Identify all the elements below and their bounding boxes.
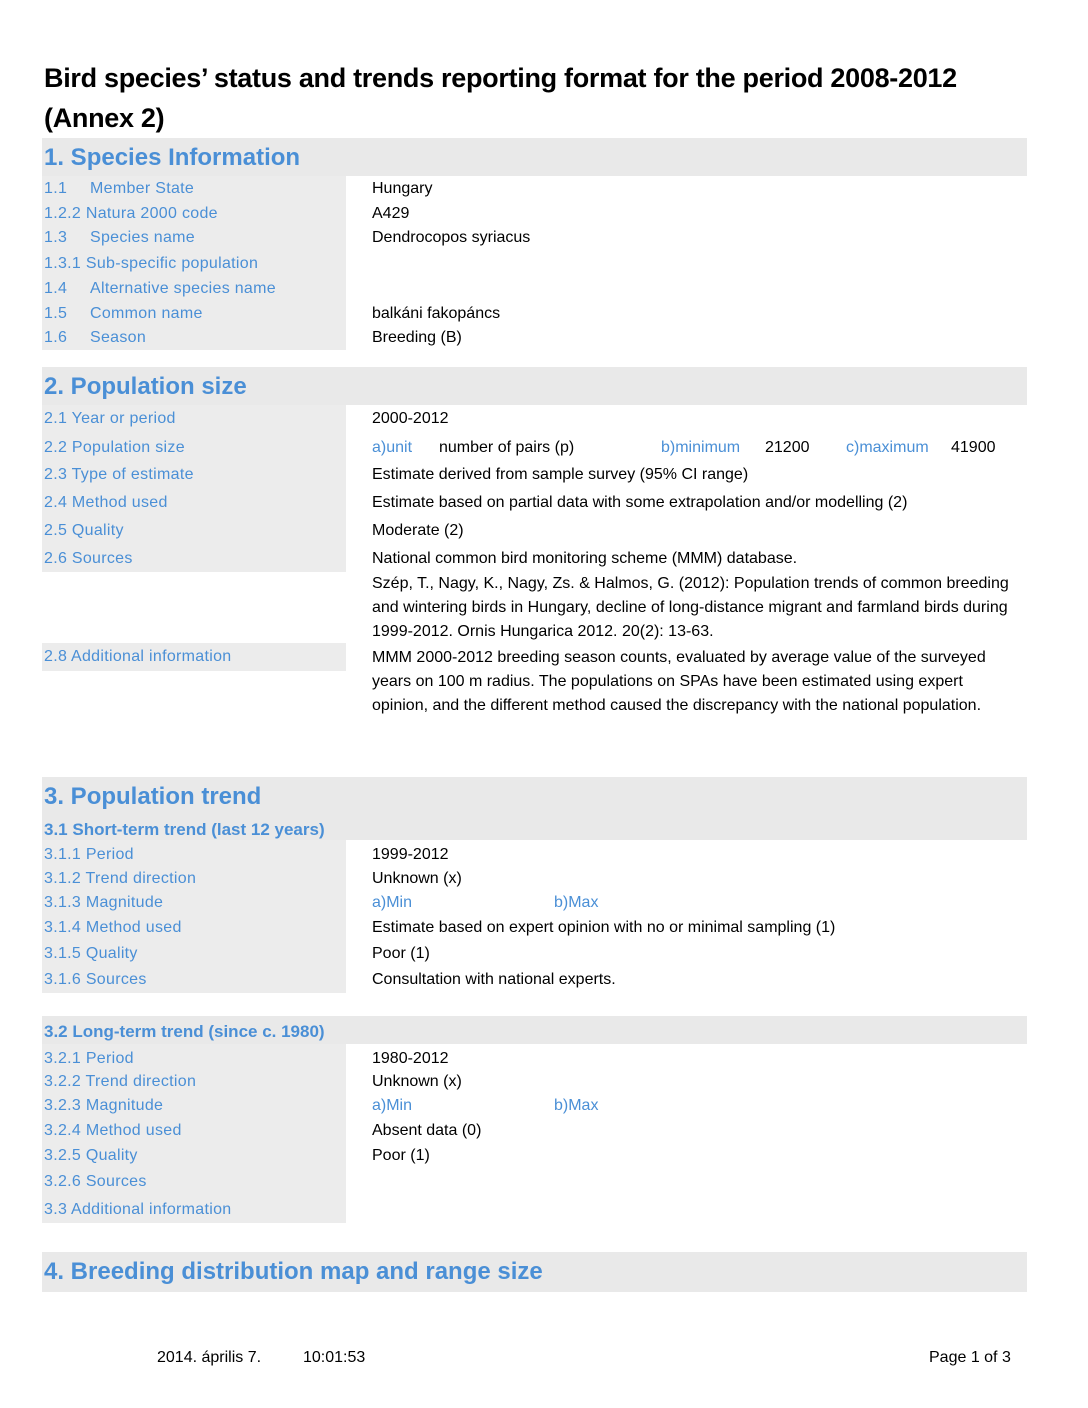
short-quality-label: 3.1.5 Quality (44, 945, 138, 962)
field-sources-label: 2.6 Sources (44, 550, 133, 567)
field-quality-value: Moderate (2) (372, 522, 464, 539)
short-sources-value: Consultation with national experts. (372, 971, 616, 988)
short-magnitude-label: 3.1.3 Magnitude (44, 894, 164, 911)
long-method-value: Absent data (0) (372, 1122, 482, 1139)
long-magnitude-label: 3.2.3 Magnitude (44, 1097, 164, 1114)
trend-additional-info-label: 3.3 Additional information (44, 1201, 232, 1218)
short-period-label: 3.1.1 Period (44, 846, 134, 863)
field-method-label: 2.4 Method used (44, 494, 168, 511)
field-season-value: Breeding (B) (372, 329, 462, 346)
field-common-name-value: balkáni fakopáncs (372, 305, 501, 322)
long-term-heading: 3.2 Long-term trend (since c. 1980) (44, 1022, 325, 1041)
unit-label: a)unit (372, 439, 413, 456)
short-period-value: 1999-2012 (372, 846, 449, 863)
maximum-value: 41900 (951, 439, 996, 456)
field-quality-label: 2.5 Quality (44, 522, 124, 539)
field-member-state-label: 1.1 Member State (44, 180, 195, 197)
short-method-value: Estimate based on expert opinion with no or minimal sampling (1) (372, 919, 836, 936)
footer-date: 2014. április 7. (157, 1349, 262, 1366)
minimum-label: b)minimum (661, 439, 741, 456)
long-direction-label: 3.2.2 Trend direction (44, 1073, 197, 1090)
field-natura-code-label: 1.2.2 Natura 2000 code (44, 205, 218, 222)
field-subspecific-label: 1.3.1 Sub-specific population (44, 255, 259, 272)
field-type-estimate-label: 2.3 Type of estimate (44, 466, 194, 483)
field-member-state-value: Hungary (372, 180, 433, 197)
field-species-name-label: 1.3 Species name (44, 229, 195, 246)
section-2-label-column (42, 405, 346, 572)
field-additional-info-label: 2.8 Additional information (44, 648, 232, 665)
section-1-heading: 1. Species Information (44, 144, 301, 171)
minimum-value: 21200 (765, 439, 810, 456)
long-magnitude-min: a)Min (372, 1097, 413, 1114)
field-species-name-value: Dendrocopos syriacus (372, 229, 531, 246)
field-sources-value-2: Szép, T., Nagy, K., Nagy, Zs. & Halmos, G. (2012): Population trends of common breeding and wintering birds in Hungary, decline of long-distance migrant and farmland birds during 1999-2012. Ornis Hungarica 2012. 20(2): 13-63. (372, 575, 1009, 640)
field-alt-species-label: 1.4 Alternative species name (44, 280, 276, 297)
long-sources-label: 3.2.6 Sources (44, 1173, 147, 1190)
long-period-value: 1980-2012 (372, 1050, 449, 1067)
document-title: Bird species’ status and trends reporting format for the period 2008-2012 (Annex 2) (44, 63, 957, 133)
short-sources-label: 3.1.6 Sources (44, 971, 147, 988)
field-natura-code-value: A429 (372, 205, 410, 222)
field-year-label: 2.1 Year or period (44, 410, 176, 427)
short-magnitude-max: b)Max (554, 894, 599, 911)
short-magnitude-min: a)Min (372, 894, 413, 911)
section-4-heading: 4. Breeding distribution map and range size (44, 1258, 543, 1285)
field-type-estimate-value: Estimate derived from sample survey (95% CI range) (372, 466, 749, 483)
field-season-label: 1.6 Season (44, 329, 147, 346)
field-method-value: Estimate based on partial data with some extrapolation and/or modelling (2) (372, 494, 908, 511)
footer-page-number: Page 1 of 3 (929, 1349, 1011, 1366)
short-quality-value: Poor (1) (372, 945, 430, 962)
field-additional-info-value: MMM 2000-2012 breeding season counts, evaluated by average value of the surveyed years on 100 m radius. The populations on SPAs have been estimated using expert opinion, and the different method caused the discrepancy with the national population. (372, 649, 986, 714)
short-method-label: 3.1.4 Method used (44, 919, 182, 936)
footer-time: 10:01:53 (303, 1349, 366, 1366)
section-2-heading: 2. Population size (44, 373, 247, 400)
field-common-name-label: 1.5 Common name (44, 305, 203, 322)
short-direction-label: 3.1.2 Trend direction (44, 870, 197, 887)
long-method-label: 3.2.4 Method used (44, 1122, 182, 1139)
long-direction-value: Unknown (x) (372, 1073, 462, 1090)
long-quality-value: Poor (1) (372, 1147, 430, 1164)
unit-value: number of pairs (p) (439, 439, 575, 456)
field-sources-value-1: National common bird monitoring scheme (MMM) database. (372, 550, 798, 567)
long-magnitude-max: b)Max (554, 1097, 599, 1114)
field-year-value: 2000-2012 (372, 410, 449, 427)
long-quality-label: 3.2.5 Quality (44, 1147, 138, 1164)
field-population-size-label: 2.2 Population size (44, 439, 185, 456)
short-term-heading: 3.1 Short-term trend (last 12 years) (44, 820, 325, 839)
maximum-label: c)maximum (846, 439, 929, 456)
short-direction-value: Unknown (x) (372, 870, 462, 887)
long-period-label: 3.2.1 Period (44, 1050, 134, 1067)
section-3-heading: 3. Population trend (44, 783, 262, 810)
